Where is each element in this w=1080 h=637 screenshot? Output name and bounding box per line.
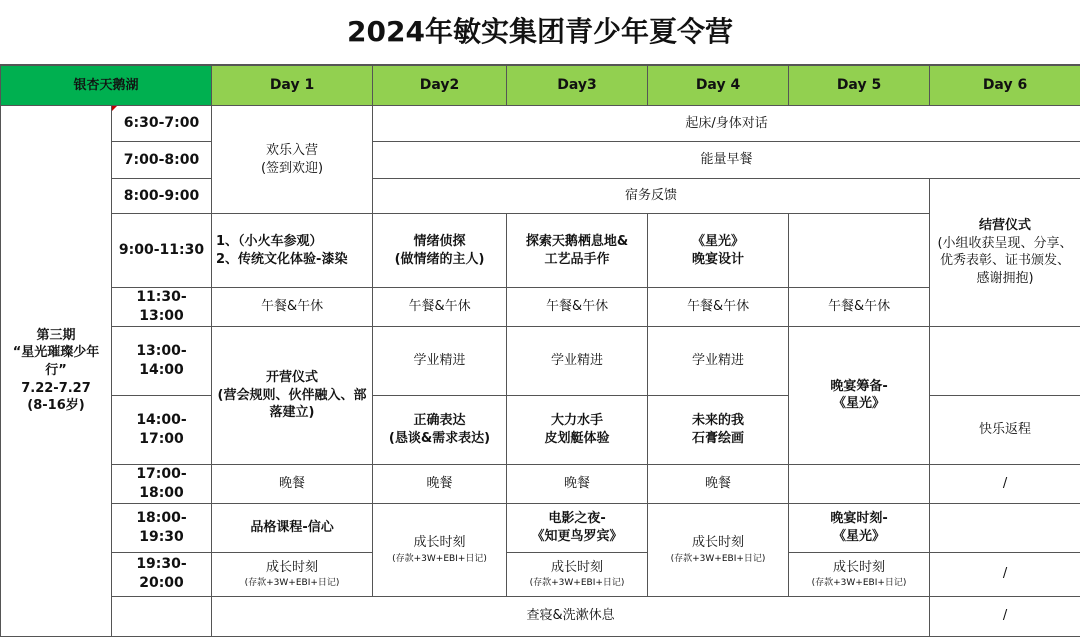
table-row bbox=[1, 214, 1080, 288]
d4-afternoon-cell bbox=[648, 395, 789, 464]
d2-afternoon-cell bbox=[373, 395, 507, 464]
d3-growth-note: (存款+3W+EBI+日记) bbox=[511, 578, 643, 589]
d5-evening-cell bbox=[789, 503, 930, 552]
day-header-1: Day 1 bbox=[212, 66, 373, 106]
d5-dinner-cell bbox=[789, 464, 930, 503]
d5-growth-note: (存款+3W+EBI+日记) bbox=[793, 578, 925, 589]
session-ages: (8-16岁) bbox=[5, 397, 107, 415]
d4-growth-note: (存款+3W+EBI+日记) bbox=[652, 554, 784, 565]
d5-growth-cell bbox=[789, 552, 930, 596]
page-title: 2024年敏实集团青少年夏令营 bbox=[0, 0, 1080, 65]
table-row bbox=[1, 552, 1080, 596]
d6-return-cell: 快乐返程 bbox=[930, 395, 1080, 464]
table-row bbox=[1, 288, 1080, 327]
d3-evening-cell bbox=[507, 503, 648, 552]
d4-afternoon-line1: 未来的我 bbox=[652, 412, 784, 430]
d4-lunch-cell: 午餐&午休 bbox=[648, 288, 789, 327]
d5-prep-line2: 《星光》 bbox=[793, 395, 925, 413]
session-term: 第三期 bbox=[5, 327, 107, 345]
table-row bbox=[1, 464, 1080, 503]
d3-afternoon-cell bbox=[507, 395, 648, 464]
d2-afternoon-line1: 正确表达 bbox=[377, 412, 502, 430]
session-dates: 7.22-7.27 bbox=[5, 380, 107, 398]
d1-opening-cell bbox=[212, 326, 373, 464]
time-cell: 17:00-18:00 bbox=[112, 464, 212, 503]
d2-growth-note: (存款+3W+EBI+日记) bbox=[377, 554, 502, 565]
d3-morning-cell bbox=[373, 214, 507, 288]
day-header-4: Day 4 bbox=[648, 66, 789, 106]
d4-study-cell: 学业精进 bbox=[648, 326, 789, 395]
d4-morning-line2: 工艺品手作 bbox=[511, 251, 643, 269]
d4-growth-cell bbox=[648, 503, 789, 596]
d2-afternoon-line2: (恳谈&需求表达) bbox=[377, 430, 502, 448]
time-cell: 9:00-11:30 bbox=[112, 214, 212, 288]
d3-morning-line2: (做情绪的主人) bbox=[377, 251, 502, 269]
d1-checkin-cell bbox=[212, 106, 373, 214]
breakfast-cell: 能量早餐 bbox=[373, 142, 1080, 179]
time-cell bbox=[112, 106, 212, 142]
d3-evening-line2: 《知更鸟罗宾》 bbox=[511, 528, 643, 546]
time-label: 6:30-7:00 bbox=[124, 115, 199, 131]
d5-evening-line2: 《星光》 bbox=[793, 528, 925, 546]
d4-afternoon-line2: 石膏绘画 bbox=[652, 430, 784, 448]
d2-study-cell: 学业精进 bbox=[373, 326, 507, 395]
time-cell: 18:00-19:30 bbox=[112, 503, 212, 552]
d6-late-cell: / bbox=[930, 552, 1080, 596]
location-header: 银杏天鹅湖 bbox=[1, 66, 212, 106]
table-row bbox=[1, 179, 1080, 214]
d3-evening-line1: 电影之夜- bbox=[511, 510, 643, 528]
d1-growth-title: 成长时刻 bbox=[216, 559, 368, 577]
time-cell: 7:00-8:00 bbox=[112, 142, 212, 179]
d1-dinner-cell: 晚餐 bbox=[212, 464, 373, 503]
d1-checkin-title: 欢乐入营 bbox=[216, 142, 368, 160]
d3-afternoon-line2: 皮划艇体验 bbox=[511, 430, 643, 448]
d4-morning-cell bbox=[507, 214, 648, 288]
wake-cell: 起床/身体对话 bbox=[373, 106, 1080, 142]
time-cell: 11:30-13:00 bbox=[112, 288, 212, 327]
d2-dinner-cell: 晚餐 bbox=[373, 464, 507, 503]
d3-lunch-cell: 午餐&午休 bbox=[507, 288, 648, 327]
red-corner-marker bbox=[112, 106, 119, 113]
d4-growth-title: 成长时刻 bbox=[652, 534, 784, 552]
d3-afternoon-line1: 大力水手 bbox=[511, 412, 643, 430]
d2-morning-cell bbox=[212, 214, 373, 288]
d5-evening-line1: 晚宴时刻- bbox=[793, 510, 925, 528]
d5-morning-cell bbox=[648, 214, 789, 288]
d6-bedtime-cell: / bbox=[930, 596, 1080, 636]
d4-dinner-cell: 晚餐 bbox=[648, 464, 789, 503]
d3-growth-title: 成长时刻 bbox=[511, 559, 643, 577]
table-row bbox=[1, 596, 1080, 636]
d6-closing-title: 结营仪式 bbox=[934, 217, 1076, 235]
d1-evening-cell: 品格课程-信心 bbox=[212, 503, 373, 552]
bedtime-cell: 查寝&洗漱休息 bbox=[212, 596, 930, 636]
d1-opening-desc: (营会规则、伙伴融入、部落建立) bbox=[216, 387, 368, 422]
d2-morning-line1: 1、（小火车参观） bbox=[216, 233, 368, 251]
d5-morning-line2: 晚宴设计 bbox=[652, 251, 784, 269]
day-header-5: Day 5 bbox=[789, 66, 930, 106]
day-header-6: Day 6 bbox=[930, 66, 1080, 106]
d1-growth-note: (存款+3W+EBI+日记) bbox=[216, 578, 368, 589]
dorm-feedback-cell: 宿务反馈 bbox=[373, 179, 930, 214]
bedtime-time-cell bbox=[112, 596, 212, 636]
d3-morning-line1: 情绪侦探 bbox=[377, 233, 502, 251]
d1-opening-title: 开营仪式 bbox=[216, 369, 368, 387]
d3-dinner-cell: 晚餐 bbox=[507, 464, 648, 503]
schedule-table bbox=[0, 65, 1080, 637]
d4-morning-line1: 探索天鹅栖息地& bbox=[511, 233, 643, 251]
header-row bbox=[1, 66, 1080, 106]
d5-morning-line1: 《星光》 bbox=[652, 233, 784, 251]
d2-growth-title: 成长时刻 bbox=[377, 534, 502, 552]
session-label bbox=[1, 106, 112, 637]
d5-growth-title: 成长时刻 bbox=[793, 559, 925, 577]
session-theme: “星光璀璨少年行” bbox=[5, 344, 107, 379]
time-cell: 8:00-9:00 bbox=[112, 179, 212, 214]
table-row bbox=[1, 326, 1080, 395]
table-row bbox=[1, 503, 1080, 552]
d6-closing-desc: (小组收获呈现、分享、优秀表彰、证书颁发、感谢拥抱) bbox=[934, 235, 1076, 288]
d5-lunch-cell: 午餐&午休 bbox=[789, 288, 930, 327]
d2-lunch-cell: 午餐&午休 bbox=[373, 288, 507, 327]
day-header-2: Day2 bbox=[373, 66, 507, 106]
d3-growth-cell bbox=[507, 552, 648, 596]
d1-checkin-note: (签到欢迎) bbox=[216, 160, 368, 178]
d6-closing-cell bbox=[930, 179, 1080, 327]
d5-prep-cell bbox=[789, 326, 930, 464]
d1-lunch-cell: 午餐&午休 bbox=[212, 288, 373, 327]
d2-growth-cell bbox=[373, 503, 507, 596]
d1-growth-cell bbox=[212, 552, 373, 596]
table-row bbox=[1, 142, 1080, 179]
day-header-3: Day3 bbox=[507, 66, 648, 106]
time-cell: 14:00-17:00 bbox=[112, 395, 212, 464]
table-row bbox=[1, 106, 1080, 142]
d6-evening-cell bbox=[930, 503, 1080, 552]
d5-prep-line1: 晚宴筹备- bbox=[793, 378, 925, 396]
time-cell: 13:00-14:00 bbox=[112, 326, 212, 395]
d6-dinner-cell: / bbox=[930, 464, 1080, 503]
time-cell: 19:30-20:00 bbox=[112, 552, 212, 596]
d3-study-cell: 学业精进 bbox=[507, 326, 648, 395]
d2-morning-line2: 2、传统文化体验-漆染 bbox=[216, 251, 368, 269]
